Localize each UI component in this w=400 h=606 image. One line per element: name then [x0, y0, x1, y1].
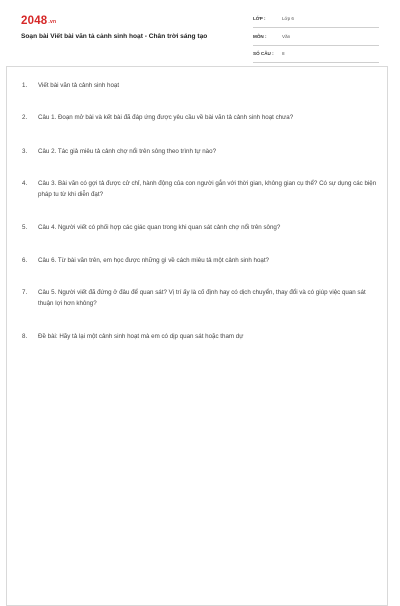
question-text: Câu 5. Người viết đã đứng ở đâu để quan sát? Vị trí ấy là cố định hay có dịch chuyển, thay đổi và có giúp việc quan sát thuận lợi hơn không? — [38, 289, 366, 307]
worksheet-title: Soạn bài Viết bài văn tả cảnh sinh hoạt - Chân trời sáng tạo — [21, 33, 208, 40]
question-text: Câu 2. Tác giả miêu tả cảnh chợ nổi trên sông theo trình tự nào? — [38, 148, 217, 155]
worksheet-meta — [253, 13, 379, 66]
question-text: Câu 3. Bài văn có gợi tả được cử chỉ, hành động của con người gắn với thời gian, không gian cụ thể? Có sự dụng các biện pháp tu từ khi diễn đạt? — [38, 180, 377, 198]
meta-label-class: LỚP : — [253, 16, 266, 21]
question-text: Đề bài: Hãy tả lại một cảnh sinh hoạt mà em có dịp quan sát hoặc tham dự — [38, 333, 244, 340]
question-number: 4. — [22, 180, 28, 187]
question-number: 8. — [22, 333, 28, 340]
meta-value-subject: Văn — [282, 33, 291, 39]
meta-label-subject: MÔN : — [253, 33, 267, 39]
question-number: 7. — [22, 289, 28, 296]
meta-row-class — [253, 13, 379, 28]
question-panel — [6, 66, 388, 606]
meta-row-subject — [253, 31, 379, 46]
question-number: 1. — [22, 82, 28, 89]
meta-value-class: Lớp 6 — [282, 16, 294, 21]
question-text: Câu 1. Đoạn mở bài và kết bài đã đáp ứng được yêu cầu về bài văn tả cảnh sinh hoạt chưa? — [38, 114, 294, 121]
question-number: 3. — [22, 148, 28, 155]
logo-main: 2048 — [21, 15, 48, 27]
meta-label-count: SỐ CÂU : — [253, 51, 274, 56]
question-text: Câu 6. Từ bài văn trên, em học được những gì về cách miêu tả một cảnh sinh hoạt? — [38, 257, 269, 264]
meta-value-count: 8 — [282, 51, 285, 56]
question-text: Viết bài văn tả cảnh sinh hoạt — [38, 82, 120, 89]
question-number: 5. — [22, 224, 28, 231]
meta-row-count — [253, 48, 379, 63]
site-logo[interactable] — [21, 15, 56, 28]
question-number: 6. — [22, 257, 28, 264]
logo-tld: .vn — [48, 19, 57, 25]
question-number: 2. — [22, 114, 28, 121]
worksheet-header — [0, 0, 400, 66]
question-text: Câu 4. Người viết có phối hợp các giác quan trong khi quan sát cảnh chợ nổi trên sông? — [38, 224, 281, 231]
